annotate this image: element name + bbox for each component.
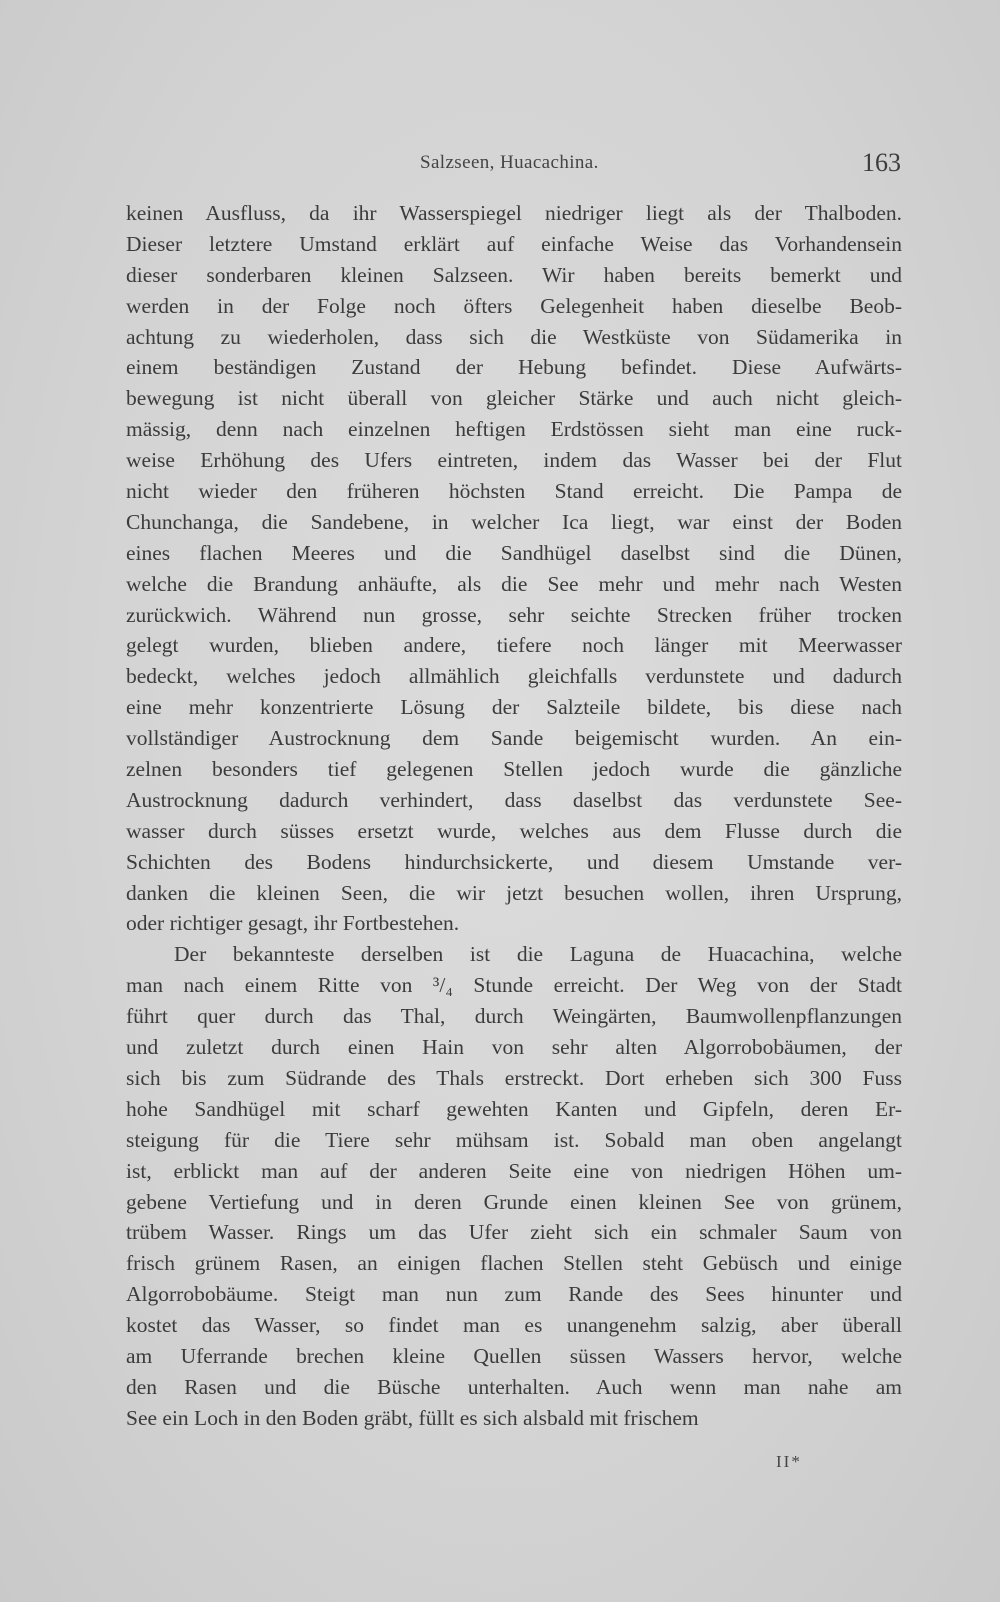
text-line: ist, erblickt man auf der anderen Seite eine von niedrigen Höhen um- — [126, 1158, 902, 1183]
text-line: werden in der Folge noch öfters Gelegenheit haben dieselbe Beob- — [126, 293, 902, 318]
text-line: oder richtiger gesagt, ihr Fortbestehen. — [126, 911, 460, 936]
text-line: trübem Wasser. Rings um das Ufer zieht sich ein schmaler Saum von — [126, 1220, 902, 1245]
text-line: Schichten des Bodens hindurchsickerte, und diesem Umstande ver- — [126, 849, 902, 874]
text-line: man nach einem Ritte von ³/₄ Stunde erreicht. Der Weg von der Stadt — [126, 973, 902, 998]
text-line: eine mehr konzentrierte Lösung der Salzteile bildete, bis diese nach — [126, 695, 902, 720]
running-title: Salzseen, Huacachina. — [420, 152, 599, 173]
text-line: bewegung ist nicht überall von gleicher Stärke und auch nicht gleich- — [126, 386, 902, 411]
text-line: steigung für die Tiere sehr mühsam ist. Sobald man oben angelangt — [126, 1127, 902, 1152]
text-line: danken die kleinen Seen, die wir jetzt besuchen wollen, ihren Ursprung, — [126, 880, 902, 905]
text-line: Der bekannteste derselben ist die Laguna de Huacachina, welche — [174, 942, 902, 967]
text-line: am Uferrande brechen kleine Quellen süssen Wassers hervor, welche — [126, 1343, 902, 1368]
text-line: See ein Loch in den Boden gräbt, füllt es sich alsbald mit frischem — [126, 1405, 699, 1430]
text-line: führt quer durch das Thal, durch Weingärten, Baumwollenpflanzungen — [126, 1004, 902, 1029]
body-text — [126, 198, 902, 1434]
text-line: keinen Ausfluss, da ihr Wasserspiegel niedriger liegt als der Thalboden. — [126, 201, 902, 225]
text-line: Dieser letztere Umstand erklärt auf einfache Weise das Vorhandensein — [126, 231, 902, 256]
text-line: Austrocknung dadurch verhindert, dass daselbst das verdunstete See- — [126, 787, 902, 812]
text-line: wasser durch süsses ersetzt wurde, welches aus dem Flusse durch die — [126, 818, 902, 843]
text-line: Algorrobobäume. Steigt man nun zum Rande des Sees hinunter und — [126, 1282, 902, 1307]
text-line: Chunchanga, die Sandebene, in welcher Ica liegt, war einst der Boden — [126, 509, 902, 534]
text-line: hohe Sandhügel mit scharf gewehten Kanten und Gipfeln, deren Er- — [126, 1096, 902, 1121]
text-line: weise Erhöhung des Ufers eintreten, indem das Wasser bei der Flut — [126, 448, 902, 473]
text-line: achtung zu wiederholen, dass sich die Westküste von Südamerika in — [126, 324, 902, 349]
signature-mark: II* — [776, 1452, 802, 1471]
text-line: den Rasen und die Büsche unterhalten. Auch wenn man nahe am — [126, 1374, 902, 1399]
text-line: sich bis zum Südrande des Thals erstreckt. Dort erheben sich 300 Fuss — [126, 1065, 902, 1090]
text-line: zurückwich. Während nun grosse, sehr seichte Strecken früher trocken — [126, 602, 902, 627]
text-line: eines flachen Meeres und die Sandhügel daselbst sind die Dünen, — [126, 540, 902, 565]
text-line: bedeckt, welches jedoch allmählich gleichfalls verdunstete und dadurch — [126, 664, 902, 689]
text-line: einem beständigen Zustand der Hebung befindet. Diese Aufwärts- — [126, 355, 902, 380]
text-line: welche die Brandung anhäufte, als die See mehr und mehr nach Westen — [126, 571, 902, 596]
text-line: zelnen besonders tief gelegenen Stellen jedoch wurde die gänzliche — [126, 757, 902, 782]
text-line: vollständiger Austrocknung dem Sande beigemischt wurden. An ein- — [126, 726, 902, 751]
text-line: gebene Vertiefung und in deren Grunde einen kleinen See von grünem, — [126, 1189, 902, 1214]
text-line: frisch grünem Rasen, an einigen flachen Stellen steht Gebüsch und einige — [126, 1251, 902, 1276]
running-head — [0, 148, 1000, 184]
text-line: nicht wieder den früheren höchsten Stand erreicht. Die Pampa de — [126, 479, 902, 504]
page-number: 163 — [862, 148, 901, 177]
text-line: dieser sonderbaren kleinen Salzseen. Wir haben bereits bemerkt und — [126, 262, 902, 287]
text-line: kostet das Wasser, so findet man es unangenehm salzig, aber überall — [126, 1313, 902, 1338]
text-line: mässig, denn nach einzelnen heftigen Erdstössen sieht man eine ruck- — [126, 417, 902, 442]
text-line: gelegt wurden, blieben andere, tiefere noch länger mit Meerwasser — [126, 633, 902, 658]
text-line: und zuletzt durch einen Hain von sehr alten Algorrobobäumen, der — [126, 1035, 902, 1060]
